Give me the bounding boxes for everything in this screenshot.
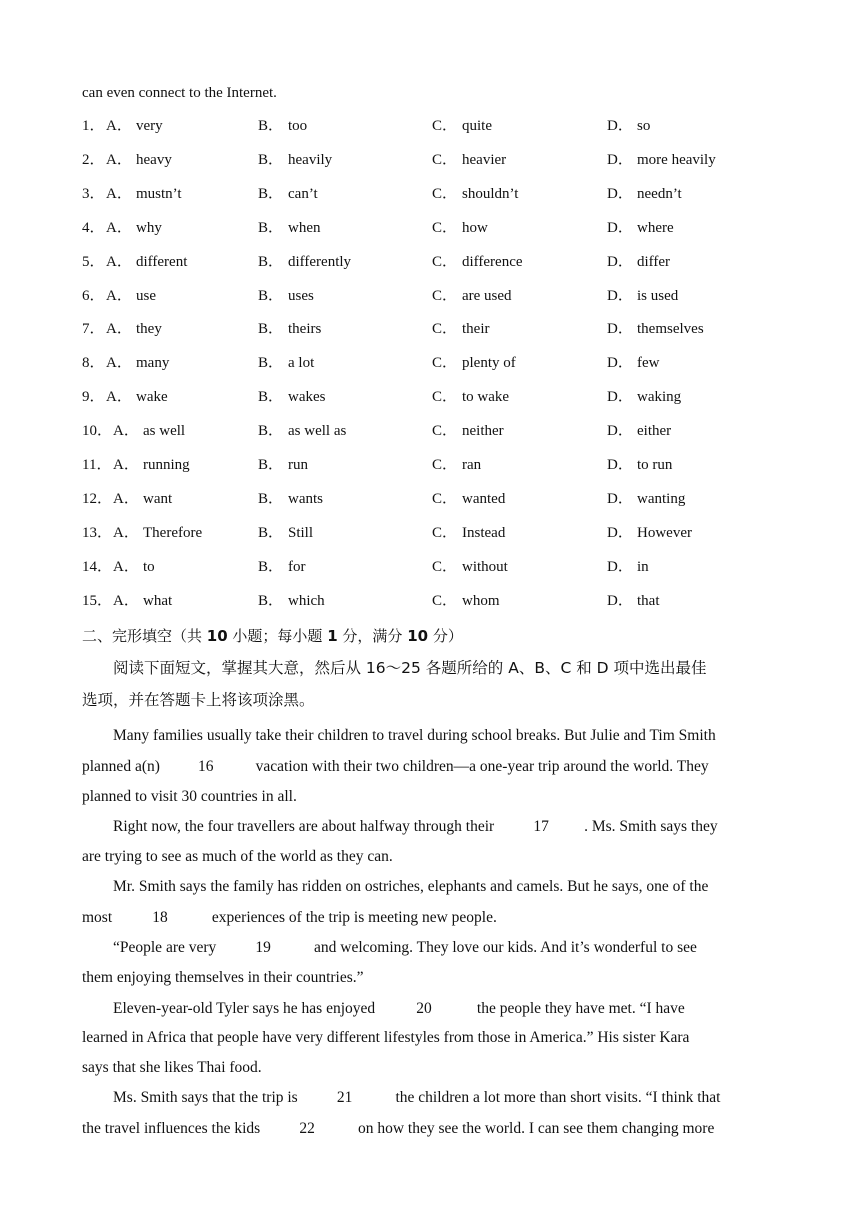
option-letter: D． [607,219,633,236]
option-letter: A． [106,151,132,168]
option-text: where [637,219,674,236]
passage-line: Eleven-year-old Tyler says he has enjoyed 20 the people they have met. “I have [113,1000,685,1017]
option-c [432,252,523,272]
blank-18: 18 [152,909,168,926]
passage-line: planned a(n) 16 vacation with their two children—a one-year trip around the world. They [82,758,709,775]
question-row [82,319,802,339]
option-d [607,319,704,339]
option-text: how [462,219,488,236]
option-text: why [136,219,162,236]
option-a [113,455,190,475]
question-row [82,591,802,611]
option-letter: B． [258,355,284,372]
option-text: in [637,558,649,575]
option-letter: D． [607,118,633,134]
option-letter: D． [607,457,633,473]
option-c [432,116,492,136]
question-number: 1． [82,118,105,134]
option-text: Therefore [143,524,203,541]
option-text: are used [462,287,512,304]
passage-line: them enjoying themselves in their countries.” [82,969,364,986]
question-number: 10． [82,423,113,440]
option-text: heavily [288,151,333,168]
option-text: when [288,219,321,236]
option-letter: C． [432,118,458,134]
question-row [82,489,802,509]
option-letter: C． [432,592,458,609]
option-letter: D． [607,355,633,372]
question-number: 8． [82,355,105,372]
option-text: is used [637,287,679,304]
option-letter: D． [607,185,633,202]
option-text: different [136,253,188,270]
option-c [432,455,481,475]
option-letter: B． [258,253,284,270]
option-d [607,557,649,577]
blank-20: 20 [416,1000,432,1017]
option-b [258,286,314,306]
option-text: differ [637,253,671,270]
option-text: use [136,287,156,304]
option-letter: D． [607,287,633,304]
option-b [258,150,332,170]
passage-line: says that she likes Thai food. [82,1059,262,1076]
option-letter: A． [106,253,132,270]
option-a [113,489,172,509]
option-text: However [637,524,692,541]
option-letter: B． [258,185,284,202]
option-a [113,421,185,441]
option-text: many [136,355,170,372]
option-text: wanted [462,490,506,507]
option-letter: B． [258,389,284,406]
option-letter: D． [607,558,633,575]
question-row [82,455,802,475]
option-letter: B． [258,151,284,168]
option-c [432,150,506,170]
option-d [607,455,672,475]
option-letter: C． [432,321,458,338]
option-a [106,252,187,272]
option-text: difference [462,253,523,270]
option-a [106,218,162,238]
passage-line: Ms. Smith says that the trip is 21 the children a lot more than short visits. “I think that [113,1089,721,1106]
option-a [113,523,202,543]
option-text: either [637,423,672,440]
question-row [82,421,802,441]
option-c [432,387,509,407]
question-row [82,387,802,407]
option-text: as well as [288,423,347,440]
option-text: a lot [288,355,315,372]
option-letter: A． [113,558,139,575]
passage-line: planned to visit 30 countries in all. [82,788,297,805]
passage-line: are trying to see as much of the world as they can. [82,848,393,865]
option-letter: C． [432,355,458,372]
option-c [432,591,500,611]
option-text: want [143,490,173,507]
question-row [82,252,802,272]
option-letter: A． [113,423,139,440]
option-letter: B． [258,423,284,440]
passage-line: Mr. Smith says the family has ridden on ostriches, elephants and camels. But he says, one of the [113,878,709,895]
option-letter: B． [258,287,284,304]
option-letter: A． [113,592,139,609]
option-text: mustn’t [136,185,182,202]
option-text: very [136,118,163,134]
option-text: uses [288,287,314,304]
option-text: wants [288,490,323,507]
option-c [432,353,516,373]
option-c [432,523,505,543]
option-c [432,218,488,238]
question-number: 9． [82,389,105,406]
question-number: 2． [82,151,105,168]
option-d [607,421,671,441]
option-letter: A． [106,118,132,134]
option-text: Still [288,524,314,541]
question-row [82,353,802,373]
option-b [258,591,325,611]
blank-17: 17 [533,818,549,835]
option-d [607,184,682,204]
option-b [258,218,321,238]
option-letter: C． [432,185,458,202]
question-number: 11． [82,457,112,473]
passage-line: Right now, the four travellers are about halfway through their 17 . Ms. Smith says they [113,818,718,835]
option-letter: A． [113,524,139,541]
option-letter: D． [607,423,633,440]
option-letter: A． [106,185,132,202]
option-text: heavy [136,151,172,168]
option-a [113,591,172,611]
option-d [607,218,674,238]
option-b [258,489,323,509]
option-c [432,319,490,339]
option-letter: C． [432,423,458,440]
option-text: shouldn’t [462,185,519,202]
option-c [432,557,508,577]
option-d [607,353,660,373]
option-text: few [637,355,660,372]
option-text: to wake [462,389,510,406]
question-row [82,218,802,238]
option-text: their [462,321,490,338]
option-letter: C． [432,490,458,507]
option-d [607,489,685,509]
option-d [607,591,660,611]
question-row [82,286,802,306]
option-letter: C． [432,558,458,575]
option-letter: B． [258,219,284,236]
option-letter: C． [432,219,458,236]
option-letter: A． [106,389,132,406]
option-text: can’t [288,185,318,202]
option-letter: D． [607,490,633,507]
option-text: which [288,592,325,609]
option-letter: C． [432,524,458,541]
option-text: wakes [288,389,326,406]
option-a [106,286,156,306]
option-text: too [288,118,308,134]
question-number: 7． [82,321,105,338]
option-text: without [462,558,508,575]
option-b [258,116,307,136]
option-letter: A． [113,457,139,473]
question-row [82,116,802,136]
option-b [258,184,318,204]
option-letter: B． [258,490,284,507]
passage-line: learned in Africa that people have very different lifestyles from those in America.” His sister Kara [82,1029,690,1046]
instruction-line-1: 阅读下面短文，掌握其大意，然后从 16～25 各题所给的 A、B、C 和 D 项中选出最佳 [113,659,707,677]
option-a [106,184,182,204]
question-number: 6． [82,287,105,304]
option-letter: D． [607,592,633,609]
question-row [82,184,802,204]
question-number: 15． [82,592,113,609]
option-b [258,455,308,475]
option-text: quite [462,118,492,134]
question-row [82,150,802,170]
option-letter: A． [106,287,132,304]
option-b [258,353,314,373]
option-letter: A． [106,321,132,338]
option-a [106,150,172,170]
option-d [607,252,670,272]
option-text: wake [136,389,168,406]
option-d [607,286,678,306]
question-number: 4． [82,219,105,236]
instruction-line-2: 选项，并在答题卡上将该项涂黑。 [82,691,315,709]
option-text: running [143,457,190,473]
passage-line: “People are very 19 and welcoming. They love our kids. And it’s wonderful to see [113,939,697,956]
passage-line: most 18 experiences of the trip is meeting new people. [82,909,497,926]
passage-line: Many families usually take their children to travel during school breaks. But Julie and Tim Smith [113,727,716,744]
option-letter: D． [607,389,633,406]
option-b [258,523,313,543]
option-letter: A． [106,219,132,236]
blank-22: 22 [299,1120,315,1137]
option-text: differently [288,253,352,270]
question-number: 12． [82,490,113,507]
question-row [82,523,802,543]
option-c [432,421,504,441]
option-c [432,489,505,509]
option-letter: B． [258,524,284,541]
option-b [258,319,321,339]
option-letter: B． [258,118,284,134]
option-b [258,557,306,577]
option-text: that [637,592,660,609]
option-a [106,387,168,407]
option-c [432,286,512,306]
continued-text: can even connect to the Internet. [82,85,277,101]
option-letter: B． [258,592,284,609]
option-d [607,387,681,407]
question-row [82,557,802,577]
option-text: for [288,558,306,575]
option-text: more heavily [637,151,716,168]
option-text: as well [143,423,186,440]
option-letter: D． [607,151,633,168]
option-d [607,116,650,136]
blank-19: 19 [255,939,271,956]
option-text: they [136,321,162,338]
option-c [432,184,518,204]
option-a [113,557,155,577]
option-a [106,319,162,339]
option-letter: C． [432,151,458,168]
option-text: to [143,558,155,575]
option-d [607,523,692,543]
question-number: 14． [82,558,113,575]
option-b [258,421,346,441]
option-letter: A． [113,490,139,507]
option-a [106,353,169,373]
option-text: theirs [288,321,322,338]
option-text: to run [637,457,673,473]
option-letter: C． [432,389,458,406]
option-letter: B． [258,321,284,338]
option-letter: B． [258,558,284,575]
option-letter: D． [607,321,633,338]
option-d [607,150,716,170]
option-text: whom [462,592,500,609]
option-text: so [637,118,651,134]
option-letter: A． [106,355,132,372]
passage-line: the travel influences the kids 22 on how they see the world. I can see them changing more [82,1120,715,1137]
question-number: 3． [82,185,105,202]
option-letter: C． [432,287,458,304]
option-letter: C． [432,457,458,473]
option-b [258,387,326,407]
blank-16: 16 [198,758,214,775]
option-text: run [288,457,308,473]
option-text: themselves [637,321,704,338]
option-text: needn’t [637,185,682,202]
option-text: neither [462,423,504,440]
option-text: waking [637,389,682,406]
option-b [258,252,351,272]
option-text: heavier [462,151,507,168]
option-text: ran [462,457,482,473]
option-text: wanting [637,490,686,507]
option-letter: C． [432,253,458,270]
option-letter: D． [607,524,633,541]
option-letter: B． [258,457,284,473]
section-title: 二、完形填空（共 10 小题；每小题 1 分，满分 10 分） [82,627,463,645]
blank-21: 21 [336,1089,353,1106]
option-text: Instead [462,524,506,541]
option-letter: D． [607,253,633,270]
option-text: plenty of [462,355,516,372]
question-number: 5． [82,253,105,270]
option-a [106,116,163,136]
option-text: what [143,592,173,609]
question-number: 13． [82,524,113,541]
